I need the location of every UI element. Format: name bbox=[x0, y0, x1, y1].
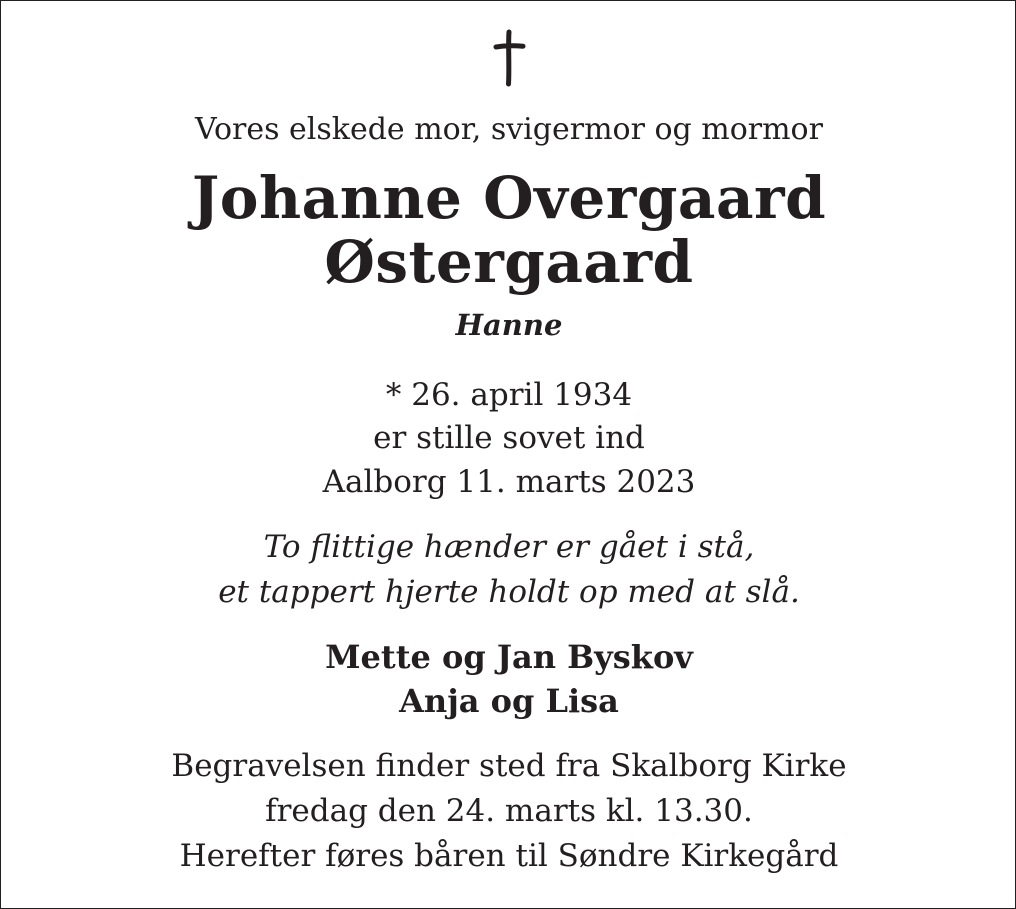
deceased-name-line2: Østergaard bbox=[324, 228, 694, 296]
deceased-name-line1: Johanne Overgaard bbox=[191, 164, 827, 232]
funeral-info-line: fredag den 24. marts kl. 13.30. bbox=[265, 793, 753, 829]
family-line: Anja og Lisa bbox=[399, 682, 619, 720]
funeral-info-line: Begravelsen finder sted fra Skalborg Kirke bbox=[171, 748, 847, 784]
passed-phrase: er stille sovet ind bbox=[373, 420, 645, 456]
verse-line: To flittige hænder er gået i stå, bbox=[263, 529, 755, 565]
funeral-info-line: Herefter føres båren til Søndre Kirkegård bbox=[179, 838, 839, 874]
verse-line: et tappert hjerte holdt op med at slå. bbox=[218, 574, 800, 610]
death-place-date: Aalborg 11. marts 2023 bbox=[322, 464, 696, 500]
intro-text: Vores elskede mor, svigermor og mormor bbox=[195, 112, 823, 147]
birth-date: * 26. april 1934 bbox=[385, 377, 633, 413]
cross-icon bbox=[487, 29, 531, 87]
family-line: Mette og Jan Byskov bbox=[325, 638, 693, 676]
nickname: Hanne bbox=[455, 308, 563, 342]
